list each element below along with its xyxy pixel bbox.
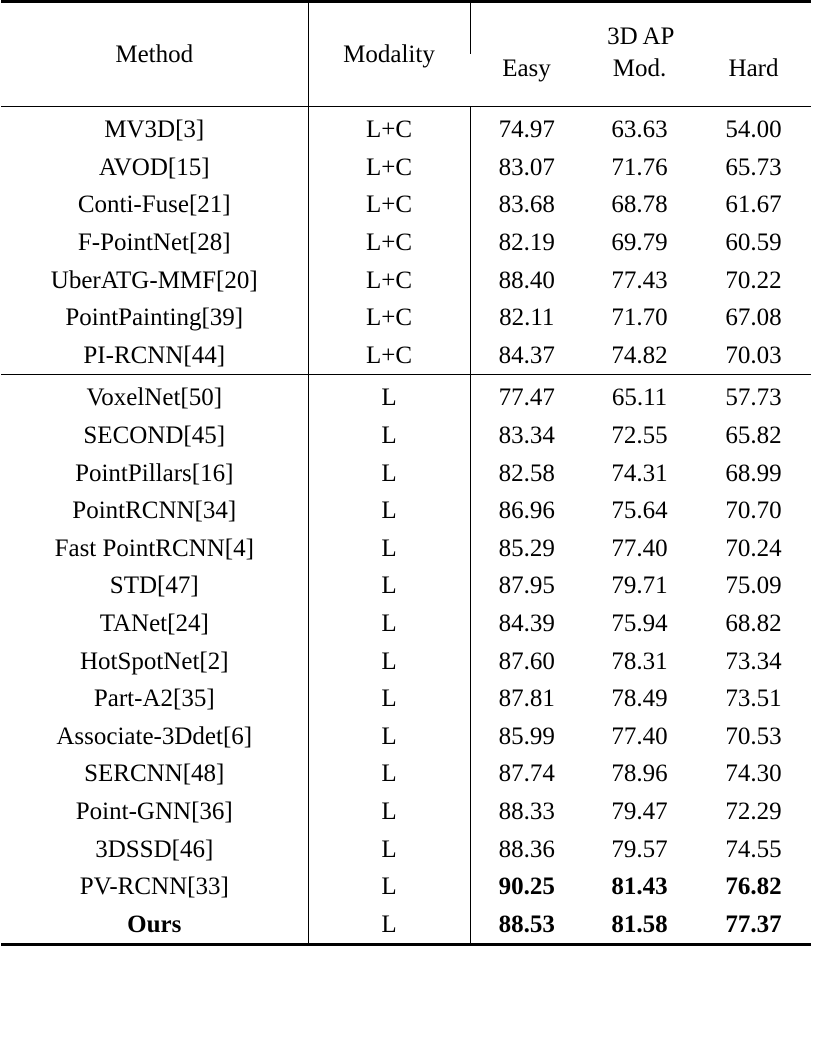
cell-modality: L [308,375,470,417]
cell-ap-easy: 82.19 [470,224,583,262]
column-group-header-3d-ap: 3D AP [470,2,811,55]
table-row [1,605,811,643]
table-row [1,755,811,793]
column-header-easy: Easy [502,55,551,82]
cell-ap-easy: 87.81 [470,680,583,718]
cell-ap-easy: 87.95 [470,567,583,605]
cell-ap-hard: 77.37 [696,905,811,944]
cell-ap-easy: 87.74 [470,755,583,793]
cell-modality: L [308,417,470,455]
cell-method: Fast PointRCNN[4] [54,534,254,562]
cell-method: UberATG-MMF[20] [50,266,258,294]
table-row [1,186,811,224]
cell-modality: L+C [308,299,470,337]
cell-method: PointPainting[39] [65,304,244,332]
cell-modality: L+C [308,149,470,187]
cell-method: F-PointNet[28] [77,229,231,257]
cell-modality: L [308,755,470,793]
table-header [1,2,811,107]
cell-ap-hard: 65.73 [725,153,782,181]
cell-ap-hard: 61.67 [725,191,782,219]
cell-modality: L [308,868,470,906]
table-row [1,417,811,455]
column-header-modality: Modality [308,2,470,107]
cell-modality: L [308,642,470,680]
table-row [1,492,811,530]
header-row-top [1,2,811,55]
table-row [1,905,811,944]
cell-ap-moderate: 71.70 [611,304,668,332]
cell-ap-hard: 74.55 [725,835,782,863]
table-row [1,567,811,605]
table-row [1,830,811,868]
cell-ap-easy: 82.11 [470,299,583,337]
column-header-hard: Hard [728,55,779,82]
cell-ap-easy: 87.60 [470,642,583,680]
cell-ap-easy: 86.96 [470,492,583,530]
cell-modality: L [308,454,470,492]
cell-ap-moderate: 77.43 [611,266,668,294]
table-row [1,680,811,718]
table-row [1,149,811,187]
cell-method: SERCNN[48] [84,760,225,788]
table-body [1,107,811,945]
cell-ap-hard: 72.29 [725,797,782,825]
cell-modality: L [308,530,470,568]
table-row [1,337,811,375]
cell-ap-hard: 70.22 [725,266,782,294]
cell-method: VoxelNet[50] [1,375,308,417]
cell-modality: L [308,567,470,605]
cell-modality: L+C [308,261,470,299]
table-row [1,530,811,568]
cell-method: AVOD[15] [98,153,210,181]
cell-ap-moderate: 78.31 [611,647,668,675]
cell-ap-moderate: 72.55 [611,422,668,450]
cell-ap-easy: 90.25 [470,868,583,906]
cell-ap-easy: 84.39 [470,605,583,643]
cell-modality: L+C [308,224,470,262]
cell-ap-easy: 74.97 [470,107,583,149]
cell-ap-hard: 76.82 [725,873,782,901]
cell-ap-hard: 65.82 [725,422,782,450]
cell-ap-hard: 74.30 [725,760,782,788]
cell-ap-hard: 73.34 [725,647,782,675]
cell-ap-easy: 88.53 [470,905,583,944]
cell-ap-hard: 70.03 [725,341,782,369]
cell-ap-easy: 85.29 [470,530,583,568]
cell-ap-moderate: 77.40 [611,534,668,562]
cell-method: Point-GNN[36] [75,797,233,825]
cell-ap-easy: 83.34 [470,417,583,455]
table-row [1,299,811,337]
table-row [1,793,811,831]
cell-ap-moderate: 81.58 [583,905,696,944]
benchmark-results-table [1,0,811,946]
cell-modality: L [308,718,470,756]
cell-modality: L+C [308,107,470,149]
cell-ap-hard: 67.08 [725,304,782,332]
cell-modality: L [308,793,470,831]
cell-ap-moderate: 77.40 [611,722,668,750]
cell-ap-moderate: 81.43 [611,873,668,901]
cell-modality: L [308,605,470,643]
cell-ap-moderate: 65.11 [583,375,696,417]
cell-method: 3DSSD[46] [95,835,214,863]
cell-ap-hard: 70.24 [725,534,782,562]
table-row [1,224,811,262]
cell-ap-moderate: 78.96 [611,760,668,788]
cell-method: Part-A2[35] [93,685,215,713]
cell-ap-easy: 85.99 [470,718,583,756]
column-header-method: Method [1,2,308,107]
table-row [1,642,811,680]
cell-method: Conti-Fuse[21] [77,191,231,219]
cell-ap-easy: 84.37 [470,337,583,375]
table-row [1,454,811,492]
cell-modality: L [308,680,470,718]
cell-method: PV-RCNN[33] [79,873,229,901]
cell-modality: L+C [308,186,470,224]
cell-modality: L [308,905,470,944]
cell-method: HotSpotNet[2] [79,647,229,675]
cell-modality: L+C [308,337,470,375]
cell-ap-easy: 83.68 [470,186,583,224]
table-row [1,375,811,417]
cell-ap-easy: 88.40 [470,261,583,299]
table-row [1,718,811,756]
cell-method: STD[47] [109,572,199,600]
cell-modality: L [308,830,470,868]
cell-ap-moderate: 78.49 [611,685,668,713]
cell-method: MV3D[3] [1,107,308,149]
cell-ap-easy: 83.07 [470,149,583,187]
cell-modality: L [308,492,470,530]
cell-ap-moderate: 74.31 [611,459,668,487]
cell-ap-moderate: 71.76 [611,153,668,181]
cell-ap-easy: 77.47 [470,375,583,417]
cell-ap-hard: 70.70 [725,497,782,525]
table-row [1,868,811,906]
cell-method: Associate-3Ddet[6] [56,722,253,750]
cell-method: TANet[24] [99,610,209,638]
cell-ap-hard: 68.99 [725,459,782,487]
cell-ap-moderate: 68.78 [611,191,668,219]
cell-ap-moderate: 79.47 [611,797,668,825]
cell-ap-hard: 54.00 [696,107,811,149]
cell-method: PI-RCNN[44] [83,341,226,369]
cell-ap-hard: 75.09 [725,572,782,600]
cell-ap-moderate: 63.63 [583,107,696,149]
cell-ap-moderate: 75.64 [611,497,668,525]
cell-ap-moderate: 79.57 [611,835,668,863]
cell-method: Ours [1,905,308,944]
column-header-moderate: Mod. [612,55,667,82]
cell-ap-moderate: 74.82 [611,341,668,369]
cell-method: PointRCNN[34] [72,497,237,525]
cell-ap-hard: 70.53 [725,722,782,750]
cell-method: SECOND[45] [83,422,226,450]
table-row [1,261,811,299]
cell-ap-moderate: 69.79 [611,229,668,257]
cell-ap-easy: 88.33 [470,793,583,831]
cell-ap-moderate: 75.94 [611,610,668,638]
cell-ap-easy: 88.36 [470,830,583,868]
cell-ap-moderate: 79.71 [611,572,668,600]
cell-ap-hard: 68.82 [725,610,782,638]
table-row [1,107,811,149]
cell-ap-hard: 73.51 [725,685,782,713]
cell-method: PointPillars[16] [75,459,234,487]
cell-ap-hard: 60.59 [725,229,782,257]
cell-ap-easy: 82.58 [470,454,583,492]
cell-ap-hard: 57.73 [696,375,811,417]
